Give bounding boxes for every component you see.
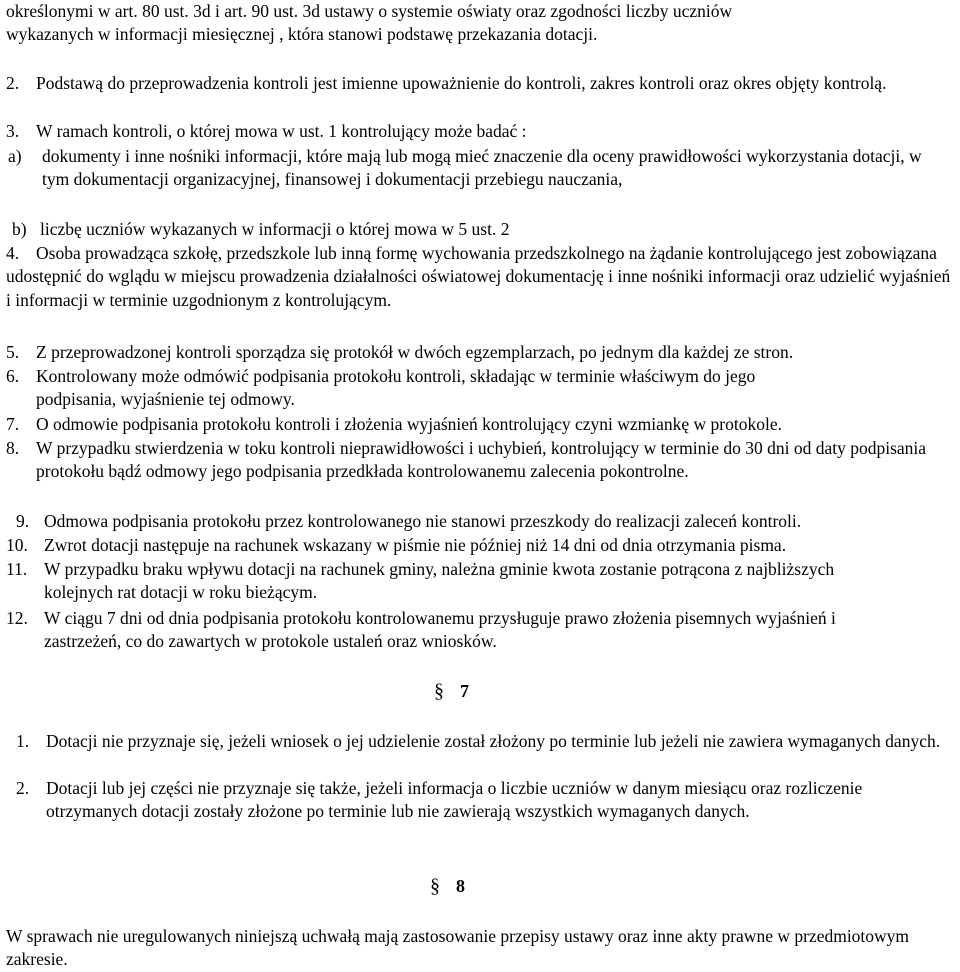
item-number: 3. [6, 121, 20, 141]
intro-line-2: wykazanych w informacji miesięcznej , która stanowi podstawę przekazania dotacji. [6, 24, 598, 45]
section-7-heading [434, 680, 469, 703]
item-number: 6. [6, 366, 20, 386]
item-number: 4. [6, 243, 20, 263]
item-text: Zwrot dotacji następuje na rachunek wskazany w piśmie nie później niż 14 dni od dnia otrzymania pisma. [44, 535, 787, 555]
item-text: W ciągu 7 dni od dnia podpisania protokołu kontrolowanemu przysługuje prawo złożenia pisemnych wyjaśnień i zastrzeżeń, co do zawartych w protokole ustaleń oraz wniosków. [44, 608, 836, 652]
item-text: Kontrolowany może odmówić podpisania protokołu kontroli, składając w terminie właściwym do jego podpisania, wyjaśnienie tej odmowy. [36, 366, 756, 410]
item-text: Dotacji nie przyznaje się, jeżeli wniosek o jej udzielenie został złożony po terminie lub jeżeli nie zawiera wymaganych danych. [46, 731, 941, 751]
closing-paragraph: W sprawach nie uregulowanych niniejszą uchwałą mają zastosowanie przepisy ustawy oraz inne akty prawne w przedmiotowym zakresie. [6, 926, 910, 970]
intro-paragraph [6, 0, 956, 47]
item-number: 2. [16, 778, 30, 798]
item-text: Odmowa podpisania protokołu przez kontrolowanego nie stanowi przeszkody do realizacji zaleceń kontroli. [44, 511, 802, 531]
sub-item-b [8, 218, 938, 241]
item-number: 5. [6, 342, 20, 362]
paragraph-item-11 [6, 558, 956, 605]
item-text: W przypadku braku wpływu dotacji na rachunek gminy, należna gminie kwota zostanie potrącona z najbliższych kolejnych rat dotacji w roku bieżącym. [44, 559, 835, 603]
item-number: 2. [6, 73, 20, 93]
item-number: 8. [6, 438, 20, 458]
sub-item-text: liczbę uczniów wykazanych w informacji o której mowa w 5 ust. 2 [40, 219, 510, 239]
item-number: 11. [6, 559, 28, 579]
item-number: 7. [6, 414, 20, 434]
item-text: Podstawą do przeprowadzenia kontroli jest imienne upoważnienie do kontroli, zakres kontroli oraz okres objęty kontrolą. [36, 73, 887, 93]
item-text: W przypadku stwierdzenia w toku kontroli nieprawidłowości i uchybień, kontrolujący w terminie do 30 dni od daty podpisania protokołu bądź odmowy jego podpisania przedkłada kontrolowanemu zalecenia pokontrolne. [36, 438, 927, 482]
section-8-heading [430, 875, 465, 898]
sub-item-letter: b) [12, 219, 27, 239]
section-7-item-2 [6, 777, 951, 824]
section-7-item-1 [6, 730, 951, 753]
item-text: O odmowie podpisania protokołu kontroli i złożenia wyjaśnień kontrolujący czyni wzmiankę w protokole. [36, 414, 783, 434]
item-text: Z przeprowadzonej kontroli sporządza się protokół w dwóch egzemplarzach, po jednym dla każdej ze stron. [36, 342, 794, 362]
sub-item-a [8, 145, 938, 192]
item-number: 10. [6, 535, 28, 555]
item-number: 9. [16, 511, 30, 531]
section-number: 8 [456, 876, 465, 896]
item-text: Osoba prowadząca szkołę, przedszkole lub inną formę wychowania przedszkolnego na żądanie kontrolującego jest zobowiązana udostępnić do wglądu w miejscu prowadzenia działalności oświatowej dokumentację i inne nośniki informacji oraz udzielić wyjaśnień i informacji w terminie uzgodnionym z kontrolującym. [6, 243, 951, 310]
section-number: 7 [460, 681, 469, 701]
item-text: Dotacji lub jej części nie przyznaje się także, jeżeli informacja o liczbie uczniów w danym miesiącu oraz rozliczenie otrzymanych dotacji zostały złożone po terminie lub nie zawierają wszystkich wymaganych danych. [46, 778, 863, 822]
section-symbol: § [430, 875, 440, 897]
item-text: W ramach kontroli, o której mowa w ust. 1 kontrolujący może badać : [36, 121, 527, 141]
intro-line-1: określonymi w art. 80 ust. 3d i art. 90 ust. 3d ustawy o systemie oświaty oraz zgodności liczby uczniów [6, 1, 733, 21]
paragraph-item-12 [6, 607, 956, 654]
paragraph-item-8 [6, 437, 951, 484]
paragraph-item-9 [6, 510, 956, 533]
paragraph-item-3 [6, 120, 951, 143]
paragraph-item-6 [6, 365, 951, 412]
paragraph-item-2 [6, 72, 951, 95]
paragraph-item-4 [6, 242, 951, 312]
paragraph-item-7 [6, 413, 951, 436]
section-symbol: § [434, 680, 444, 702]
sub-item-letter: a) [8, 146, 22, 166]
item-number: 12. [6, 608, 28, 628]
paragraph-item-5 [6, 341, 951, 364]
sub-item-text: dokumenty i inne nośniki informacji, które mają lub mogą mieć znaczenie dla oceny prawidłowości wykorzystania dotacji, w tym dokumentacji organizacyjnej, finansowej i dokumentacji przebiegu nauczania, [42, 146, 922, 190]
item-number: 1. [16, 731, 30, 751]
paragraph-item-10 [6, 534, 956, 557]
